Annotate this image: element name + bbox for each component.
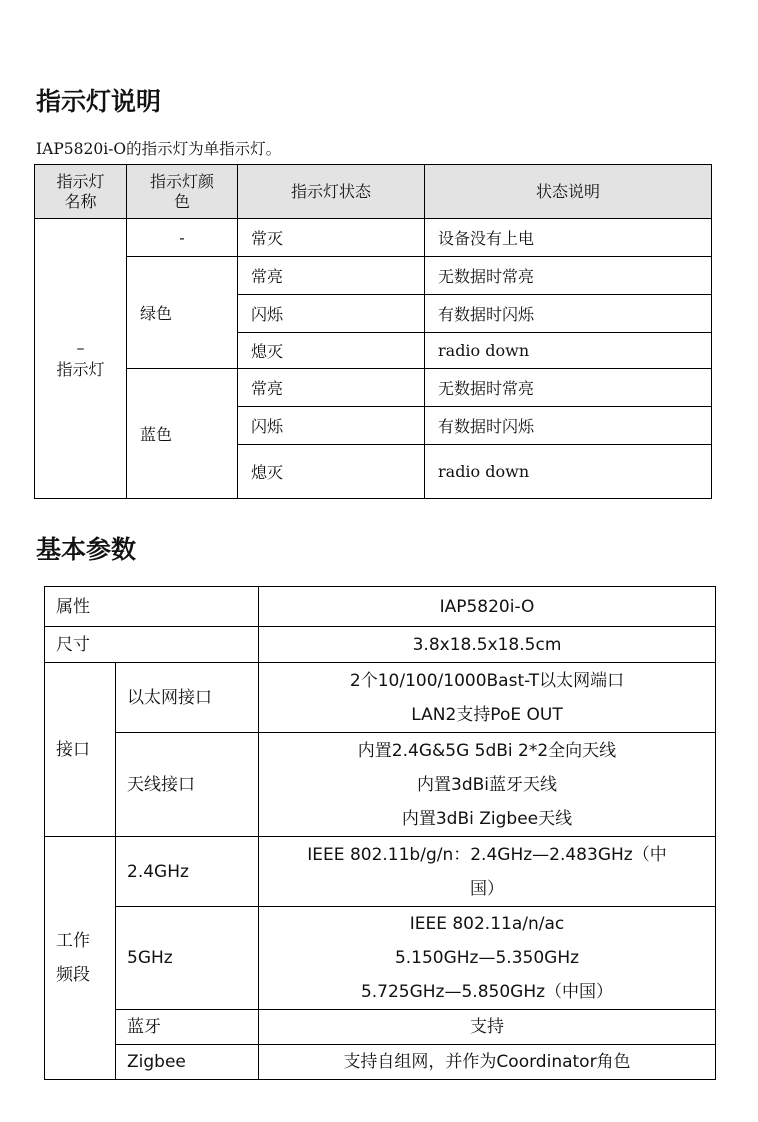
band-24-value: [259, 837, 716, 907]
table-row: [45, 907, 716, 1010]
state-cell: 常亮: [238, 369, 425, 407]
color-none-cell: -: [127, 219, 238, 257]
desc-cell: 有数据时闪烁: [425, 407, 712, 445]
band-24-line-2: 国）: [470, 878, 504, 899]
color-blue-cell: 蓝色: [127, 369, 238, 499]
desc-cell: 设备没有上电: [425, 219, 712, 257]
antenna-line-1: 内置2.4G&5G 5dBi 2*2全向天线: [357, 740, 617, 761]
table-row: [45, 663, 716, 733]
indicator-header-row: [35, 165, 712, 219]
header-led-name: [35, 165, 127, 219]
header-led-name-line1: 指示灯: [56, 171, 105, 191]
desc-cell: 无数据时常亮: [425, 369, 712, 407]
desc-cell: 无数据时常亮: [425, 257, 712, 295]
led-name-cell: [35, 219, 127, 499]
indicator-section-title: 指示灯说明: [36, 87, 162, 116]
attribute-value: IAP5820i-O: [259, 587, 716, 627]
indicator-table: [34, 164, 712, 499]
size-label: 尺寸: [45, 627, 259, 663]
interface-label: 接口: [45, 663, 116, 837]
params-table: [44, 586, 716, 1080]
ethernet-label: 以太网接口: [116, 663, 259, 733]
table-row: [35, 257, 712, 295]
ethernet-line-2: LAN2支持PoE OUT: [411, 704, 563, 725]
indicator-intro-text: IAP5820i-O的指示灯为单指示灯。: [36, 140, 282, 158]
band-label: [45, 837, 116, 1080]
color-green-cell: 绿色: [127, 257, 238, 369]
header-led-color: [127, 165, 238, 219]
bluetooth-value: 支持: [259, 1010, 716, 1045]
band-5-line-3: 5.725GHz—5.850GHz（中国）: [360, 982, 614, 1002]
band-5-line-1: IEEE 802.11a/n/ac: [409, 914, 565, 934]
band-label-line1: 工作: [56, 931, 90, 951]
band-5-value: [259, 907, 716, 1010]
band-24-label: 2.4GHz: [116, 837, 259, 907]
antenna-label: 天线接口: [116, 733, 259, 837]
table-row: [45, 587, 716, 627]
band-24-line-1: IEEE 802.11b/g/n：2.4GHz—2.483GHz（中: [307, 844, 667, 865]
zigbee-label: Zigbee: [116, 1045, 259, 1080]
state-cell: 闪烁: [238, 407, 425, 445]
state-cell: 常灭: [238, 219, 425, 257]
table-row: [45, 1010, 716, 1045]
header-led-name-line2: 名称: [64, 191, 97, 211]
table-row: [35, 219, 712, 257]
desc-cell: radio down: [425, 445, 712, 499]
table-row: [45, 627, 716, 663]
header-state-desc: 状态说明: [425, 165, 712, 219]
header-led-color-line1: 指示灯颜: [149, 171, 214, 191]
state-cell: 熄灭: [238, 445, 425, 499]
bluetooth-label: 蓝牙: [116, 1010, 259, 1045]
attribute-label: 属性: [45, 587, 259, 627]
desc-cell: 有数据时闪烁: [425, 295, 712, 333]
led-name-dash: –: [76, 337, 85, 357]
ethernet-line-1: 2个10/100/1000Bast-T以太网端口: [349, 670, 625, 691]
antenna-line-2: 内置3dBi蓝牙天线: [417, 774, 557, 795]
band-label-line2: 频段: [56, 965, 90, 985]
size-value: 3.8x18.5x18.5cm: [259, 627, 716, 663]
table-row: [45, 1045, 716, 1080]
led-name-label: 指示灯: [56, 359, 105, 379]
table-row: [35, 369, 712, 407]
zigbee-value: 支持自组网，并作为Coordinator角色: [259, 1045, 716, 1080]
state-cell: 闪烁: [238, 295, 425, 333]
antenna-value: [259, 733, 716, 837]
desc-cell: radio down: [425, 333, 712, 369]
state-cell: 常亮: [238, 257, 425, 295]
table-row: [45, 733, 716, 837]
header-led-color-line2: 色: [173, 191, 190, 211]
antenna-line-3: 内置3dBi Zigbee天线: [401, 808, 573, 829]
ethernet-value: [259, 663, 716, 733]
band-5-label: 5GHz: [116, 907, 259, 1010]
params-section-title: 基本参数: [36, 535, 137, 564]
state-cell: 熄灭: [238, 333, 425, 369]
header-led-state: 指示灯状态: [238, 165, 425, 219]
band-5-line-2: 5.150GHz—5.350GHz: [394, 948, 580, 968]
table-row: [45, 837, 716, 907]
